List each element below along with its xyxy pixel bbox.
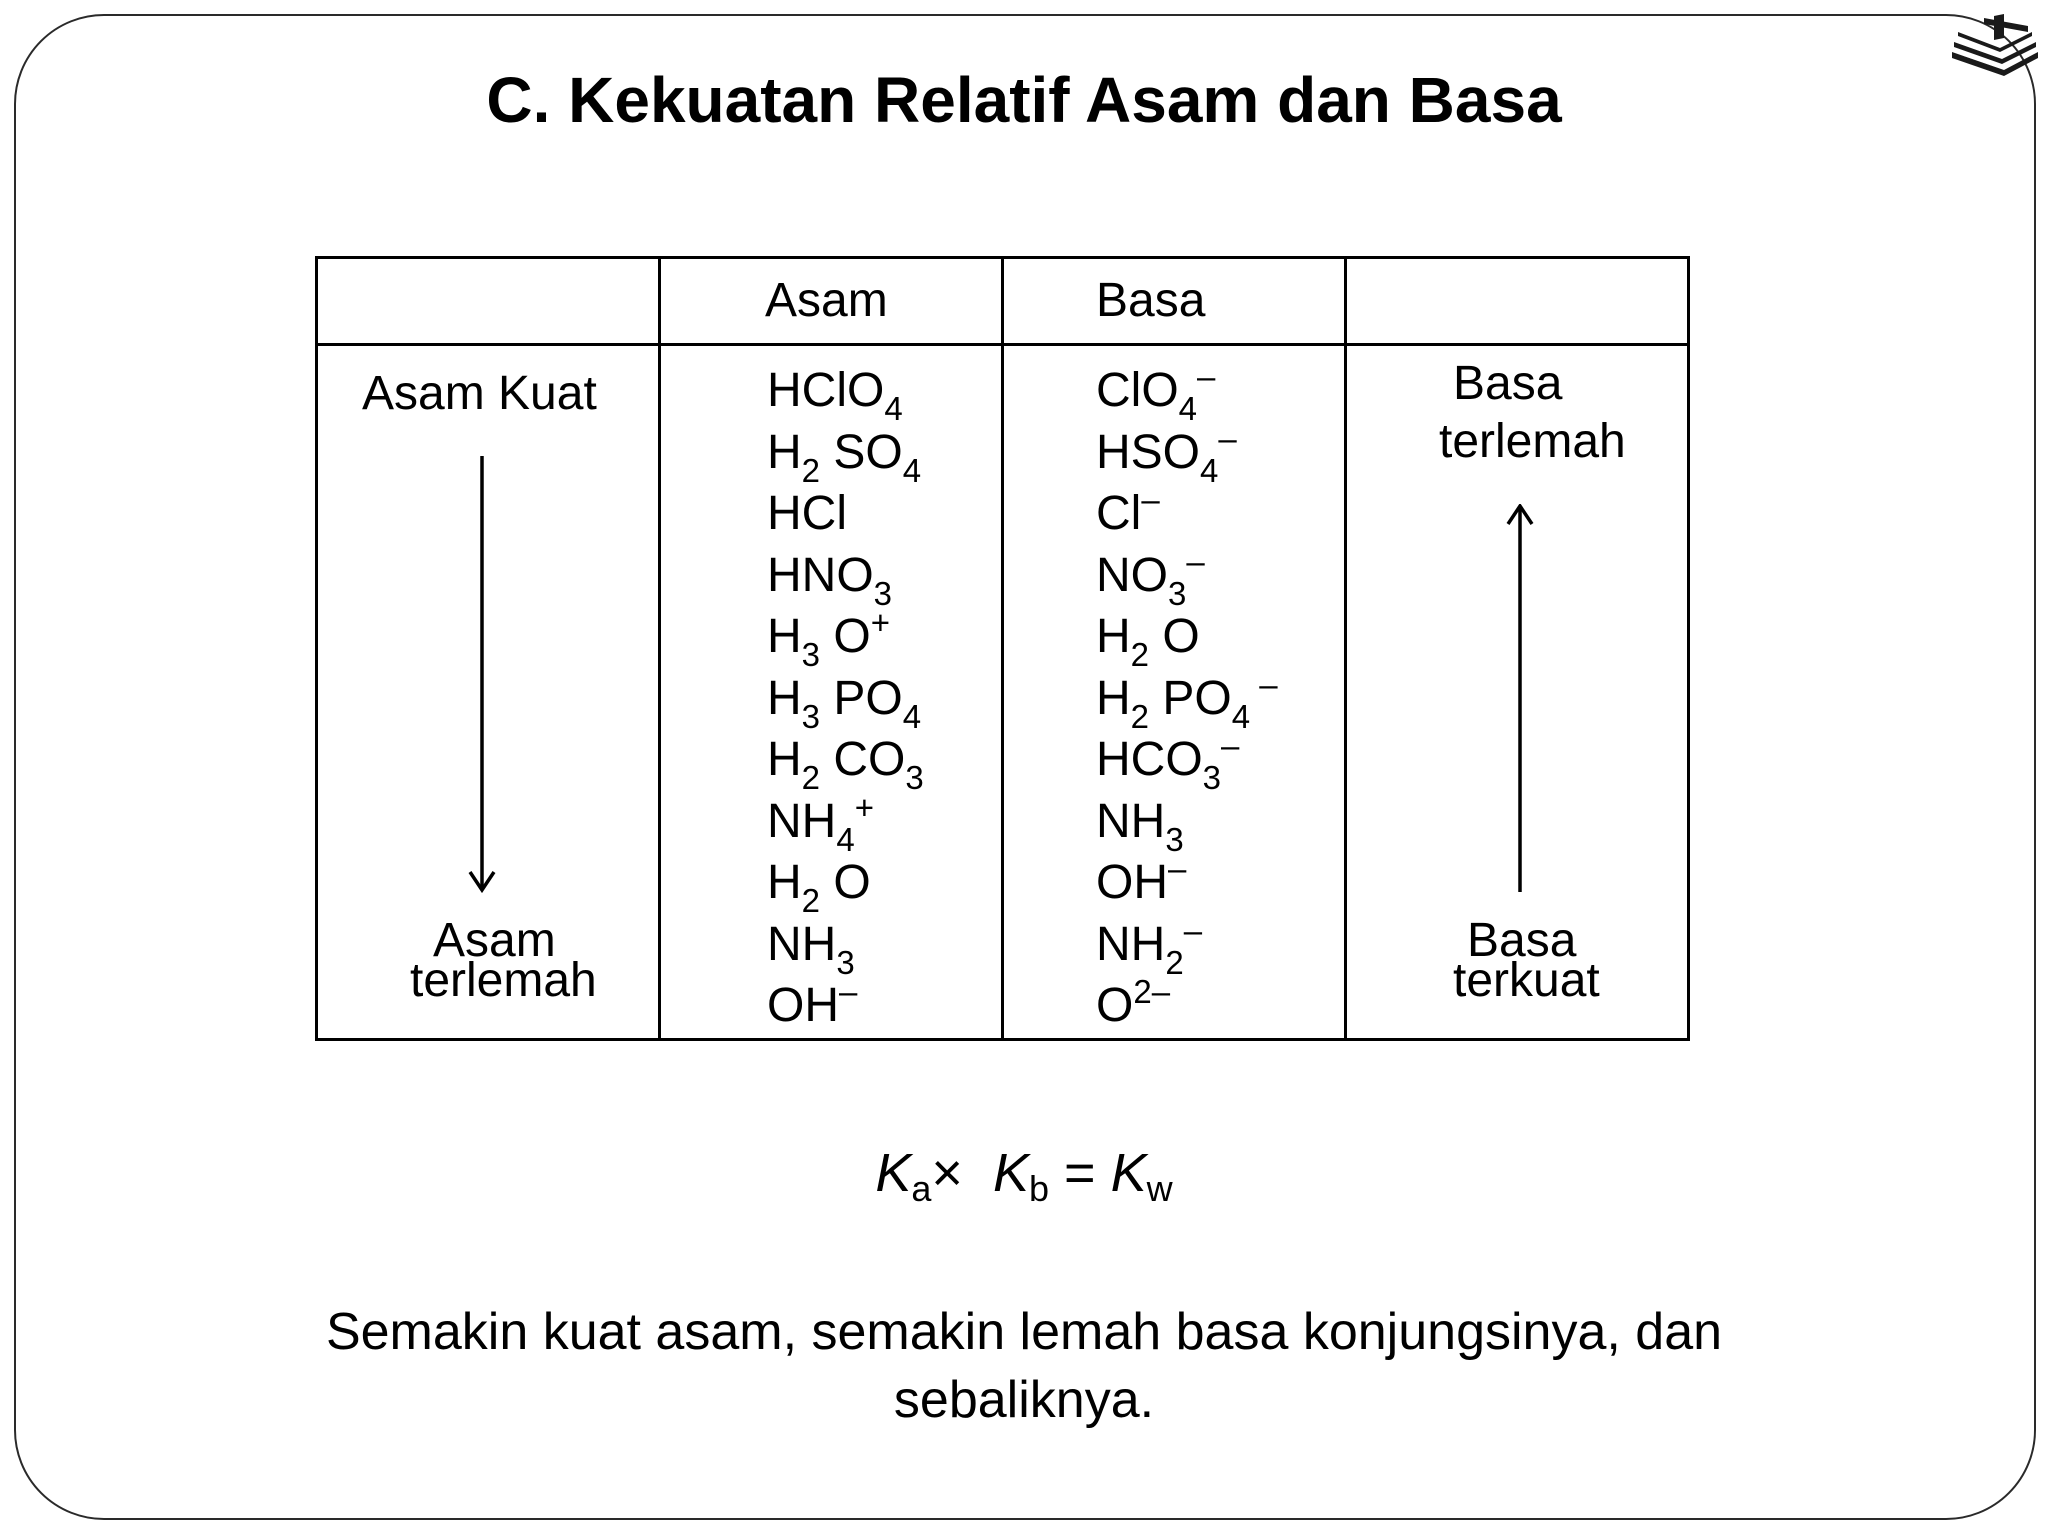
base-species-base: HCO xyxy=(1096,733,1203,786)
acid-species xyxy=(767,914,1001,981)
k-w-sub: w xyxy=(1146,1168,1173,1209)
acid-species-sub2: 4 xyxy=(902,697,922,735)
base-species-base: OH xyxy=(1096,856,1168,909)
header-empty-left xyxy=(317,258,660,345)
acid-species xyxy=(767,668,1001,735)
arrow-down-icon xyxy=(466,454,498,896)
base-species-sup: – xyxy=(1168,850,1187,887)
acid-species-base: NH xyxy=(767,794,837,848)
base-species xyxy=(1096,606,1344,673)
base-species xyxy=(1096,419,1344,489)
base-species-sup: – xyxy=(1197,358,1216,395)
base-weakest-label-2: terlemah xyxy=(1439,415,1626,468)
acid-species-sub2: 3 xyxy=(905,759,924,796)
acid-species-sub: 4 xyxy=(836,820,855,858)
acid-species-base: H xyxy=(767,733,802,786)
base-species xyxy=(1096,975,1344,1037)
acid-species-base: HNO xyxy=(767,548,874,602)
acid-species-sub: 3 xyxy=(873,574,893,612)
acid-species xyxy=(767,729,1001,796)
acid-column xyxy=(660,345,1003,1040)
equilibrium-equation xyxy=(0,1138,2048,1224)
right-strength-cell xyxy=(1346,345,1689,1040)
acid-species-base: H xyxy=(767,856,802,909)
acid-species-base: H xyxy=(767,610,802,663)
base-species-sup: – xyxy=(1218,419,1237,457)
acid-list xyxy=(661,346,1001,1037)
acid-base-table xyxy=(315,256,1690,1041)
acid-species xyxy=(767,852,1001,919)
k-b-sub: b xyxy=(1029,1168,1050,1209)
base-species-sub: 4 xyxy=(1200,451,1219,489)
k-a: K xyxy=(875,1143,912,1203)
acid-species-rest: SO xyxy=(820,425,903,479)
acid-species-base: NH xyxy=(767,917,837,971)
header-basa: Basa xyxy=(1003,258,1346,345)
acid-species xyxy=(767,422,1001,489)
base-species-sup: – xyxy=(1183,911,1203,949)
base-species-sub: 3 xyxy=(1165,820,1184,858)
base-species-base: O xyxy=(1096,979,1134,1032)
base-species-sub: 2 xyxy=(1165,943,1184,981)
base-species-base: H xyxy=(1096,610,1131,663)
base-species-base: Cl xyxy=(1096,487,1142,540)
times-sign: × xyxy=(931,1143,963,1203)
base-species-base: NH xyxy=(1096,794,1166,848)
acid-species-sub: 2 xyxy=(801,451,821,489)
acid-strong-label: Asam Kuat xyxy=(362,367,597,420)
base-species-sub: 2 xyxy=(1130,636,1150,673)
base-weakest-label-1: Basa xyxy=(1453,357,1563,410)
acid-species-sub: 3 xyxy=(801,636,821,673)
base-species xyxy=(1096,542,1344,612)
k-a-sub: a xyxy=(911,1168,932,1209)
acid-species-sub: 3 xyxy=(801,697,821,735)
base-strongest-label-2: terkuat xyxy=(1453,954,1600,1007)
acid-species xyxy=(767,360,1001,427)
equals-sign: = xyxy=(1064,1143,1096,1203)
acid-species-sub: 2 xyxy=(801,882,821,919)
acid-species xyxy=(767,483,1001,545)
acid-species-base: HClO xyxy=(767,364,885,417)
left-strength-cell xyxy=(317,345,660,1040)
base-species-sub: 2 xyxy=(1130,697,1150,735)
acid-species-sup: – xyxy=(839,973,858,1010)
conclusion-line-2: sebaliknya. xyxy=(893,1371,1155,1429)
acid-weakest-label-1: Asam xyxy=(433,914,556,967)
acid-species xyxy=(767,604,1001,673)
base-species xyxy=(1096,791,1344,858)
conclusion-text xyxy=(0,1298,2048,1434)
base-species-sup: – xyxy=(1250,665,1278,703)
base-species-base: NH xyxy=(1096,917,1166,971)
base-species xyxy=(1096,852,1344,914)
base-species-sub2: 4 xyxy=(1231,697,1251,735)
base-species-sub: 3 xyxy=(1168,574,1187,612)
acid-species-base: HCl xyxy=(767,487,847,540)
slide-title: C. Kekuatan Relatif Asam dan Basa xyxy=(486,64,1562,136)
acid-species-sub: 3 xyxy=(836,943,855,981)
k-b: K xyxy=(992,1143,1029,1203)
base-species-rest: PO xyxy=(1149,671,1232,725)
arrow-up-icon xyxy=(1504,504,1536,896)
acid-species-rest: CO xyxy=(820,733,906,786)
header-asam: Asam xyxy=(660,258,1003,345)
base-species-sup: – xyxy=(1186,542,1205,580)
base-strongest-label-1: Basa xyxy=(1467,914,1577,967)
acid-species-sub2: 4 xyxy=(902,451,922,489)
acid-species-sup: + xyxy=(870,604,890,641)
acid-species xyxy=(767,545,1001,612)
acid-species-base: H xyxy=(767,671,802,725)
base-species xyxy=(1096,911,1344,981)
acid-species-base: OH xyxy=(767,979,839,1032)
base-species xyxy=(1096,358,1344,427)
conclusion-line-1: Semakin kuat asam, semakin lemah basa konjungsinya, dan xyxy=(325,1303,1723,1361)
acid-species-sub: 4 xyxy=(884,390,903,427)
acid-species xyxy=(767,788,1001,858)
base-species-sup: – xyxy=(1221,727,1240,764)
base-list xyxy=(1004,346,1344,1037)
base-species-sup: 2– xyxy=(1133,973,1171,1010)
table-body-row xyxy=(317,345,1689,1040)
base-species-base: ClO xyxy=(1096,364,1179,417)
base-species-base: H xyxy=(1096,671,1131,725)
acid-species xyxy=(767,975,1001,1037)
base-species-sup: – xyxy=(1141,481,1160,518)
base-species xyxy=(1096,483,1344,545)
acid-species-rest: O xyxy=(820,856,871,909)
base-species-base: HSO xyxy=(1096,425,1201,479)
acid-weakest-label-2: terlemah xyxy=(410,954,597,1007)
base-species xyxy=(1096,727,1344,796)
base-species-sub: 3 xyxy=(1202,759,1222,796)
base-species xyxy=(1096,665,1344,735)
acid-species-rest: PO xyxy=(820,671,903,725)
k-w: K xyxy=(1110,1143,1147,1203)
acid-species-sub: 2 xyxy=(801,759,821,796)
acid-species-base: H xyxy=(767,425,802,479)
acid-species-rest: O xyxy=(820,610,871,663)
base-species-rest: O xyxy=(1149,610,1200,663)
header-empty-right xyxy=(1346,258,1689,345)
base-species-sub: 4 xyxy=(1178,390,1198,427)
base-species-base: NO xyxy=(1096,548,1168,602)
acid-species-sup: + xyxy=(854,788,874,826)
table-header-row xyxy=(317,258,1689,345)
base-column xyxy=(1003,345,1346,1040)
